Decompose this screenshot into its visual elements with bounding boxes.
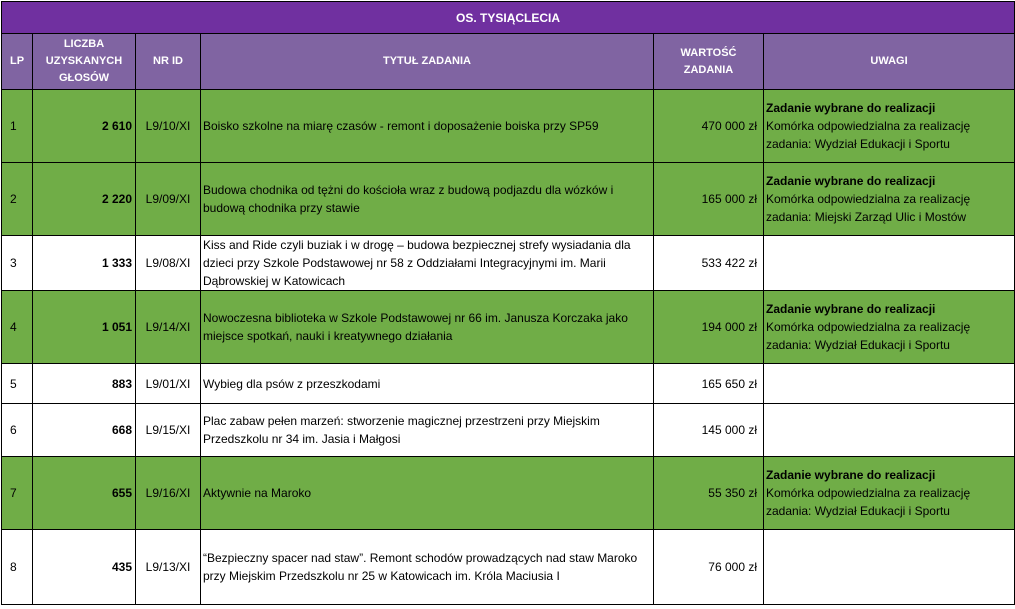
- header-votes: LICZBA UZYSKANYCH GŁOSÓW: [33, 34, 136, 90]
- row-notes: [764, 404, 1015, 457]
- header-nr-id: NR ID: [136, 34, 201, 90]
- table-body: [2, 90, 1015, 605]
- row-nr-id: L9/08/XI: [136, 236, 201, 291]
- row-nr-id: L9/15/XI: [136, 404, 201, 457]
- row-notes: [764, 163, 1015, 236]
- row-notes: [764, 291, 1015, 364]
- row-votes: 668: [33, 404, 136, 457]
- row-note-text: Komórka odpowiedzialna za realizację zadania: Miejski Zarząd Ulic i Mostów: [766, 192, 971, 224]
- row-votes: 1 051: [33, 291, 136, 364]
- row-lp: 4: [2, 291, 33, 364]
- row-nr-id: L9/16/XI: [136, 457, 201, 530]
- table-row: [2, 364, 1015, 404]
- row-votes: 1 333: [33, 236, 136, 291]
- row-notes: [764, 530, 1015, 605]
- row-lp: 8: [2, 530, 33, 605]
- row-lp: 2: [2, 163, 33, 236]
- results-table-container: [1, 1, 1014, 607]
- row-value: 55 350 zł: [654, 457, 764, 530]
- row-note-title: Zadanie wybrane do realizacji: [766, 174, 936, 188]
- table-row: [2, 163, 1015, 236]
- row-note-text: Komórka odpowiedzialna za realizację zadania: Wydział Edukacji i Sportu: [766, 119, 971, 151]
- row-votes: 2 610: [33, 90, 136, 163]
- row-value: 533 422 zł: [654, 236, 764, 291]
- row-title: Wybieg dla psów z przeszkodami: [201, 364, 654, 404]
- row-value: 194 000 zł: [654, 291, 764, 364]
- row-note-text: Komórka odpowiedzialna za realizację zadania: Wydział Edukacji i Sportu: [766, 320, 971, 352]
- table-row: [2, 291, 1015, 364]
- row-note-title: Zadanie wybrane do realizacji: [766, 101, 936, 115]
- table-title-row: [2, 2, 1015, 34]
- row-votes: 435: [33, 530, 136, 605]
- row-lp: 7: [2, 457, 33, 530]
- row-votes: 883: [33, 364, 136, 404]
- header-notes: UWAGI: [764, 34, 1015, 90]
- row-title: Plac zabaw pełen marzeń: stworzenie magicznej przestrzeni przy Miejskim Przedszkolu nr 34 im. Jasia i Małgosi: [201, 404, 654, 457]
- table-row: [2, 90, 1015, 163]
- row-lp: 6: [2, 404, 33, 457]
- row-notes: [764, 457, 1015, 530]
- row-title: Kiss and Ride czyli buziak i w drogę – budowa bezpiecznej strefy wysiadania dla dzieci przy Szkole Podstawowej nr 58 z Oddziałami Integracyjnymi im. Marii Dąbrowskiej w Katowicach: [201, 236, 654, 291]
- results-table: [1, 1, 1015, 605]
- row-votes: 655: [33, 457, 136, 530]
- row-title: Budowa chodnika od tężni do kościoła wraz z budową podjazdu dla wózków i budową chodnika przy stawie: [201, 163, 654, 236]
- row-notes: [764, 236, 1015, 291]
- row-title: Boisko szkolne na miarę czasów - remont i doposażenie boiska przy SP59: [201, 90, 654, 163]
- row-lp: 5: [2, 364, 33, 404]
- table-title: OS. TYSIĄCLECIA: [2, 2, 1015, 34]
- row-lp: 3: [2, 236, 33, 291]
- row-nr-id: L9/14/XI: [136, 291, 201, 364]
- table-row: [2, 530, 1015, 605]
- row-notes: [764, 90, 1015, 163]
- row-nr-id: L9/10/XI: [136, 90, 201, 163]
- row-title: “Bezpieczny spacer nad staw”. Remont schodów prowadzących nad staw Maroko przy Miejskim Przedszkolu nr 25 w Katowicach im. Króla Maciusia I: [201, 530, 654, 605]
- row-title: Aktywnie na Maroko: [201, 457, 654, 530]
- row-nr-id: L9/01/XI: [136, 364, 201, 404]
- row-value: 76 000 zł: [654, 530, 764, 605]
- row-note-title: Zadanie wybrane do realizacji: [766, 468, 936, 482]
- row-nr-id: L9/09/XI: [136, 163, 201, 236]
- header-lp: LP: [2, 34, 33, 90]
- header-title: TYTUŁ ZADANIA: [201, 34, 654, 90]
- table-row: [2, 404, 1015, 457]
- row-notes: [764, 364, 1015, 404]
- row-nr-id: L9/13/XI: [136, 530, 201, 605]
- row-note-text: Komórka odpowiedzialna za realizację zadania: Wydział Edukacji i Sportu: [766, 486, 971, 518]
- table-row: [2, 236, 1015, 291]
- row-value: 470 000 zł: [654, 90, 764, 163]
- row-lp: 1: [2, 90, 33, 163]
- row-votes: 2 220: [33, 163, 136, 236]
- table-header-row: [2, 34, 1015, 90]
- row-value: 145 000 zł: [654, 404, 764, 457]
- table-row: [2, 457, 1015, 530]
- row-value: 165 000 zł: [654, 163, 764, 236]
- row-title: Nowoczesna biblioteka w Szkole Podstawowej nr 66 im. Janusza Korczaka jako miejsce spotkań, nauki i kreatywnego działania: [201, 291, 654, 364]
- header-value: WARTOŚĆ ZADANIA: [654, 34, 764, 90]
- row-value: 165 650 zł: [654, 364, 764, 404]
- row-note-title: Zadanie wybrane do realizacji: [766, 302, 936, 316]
